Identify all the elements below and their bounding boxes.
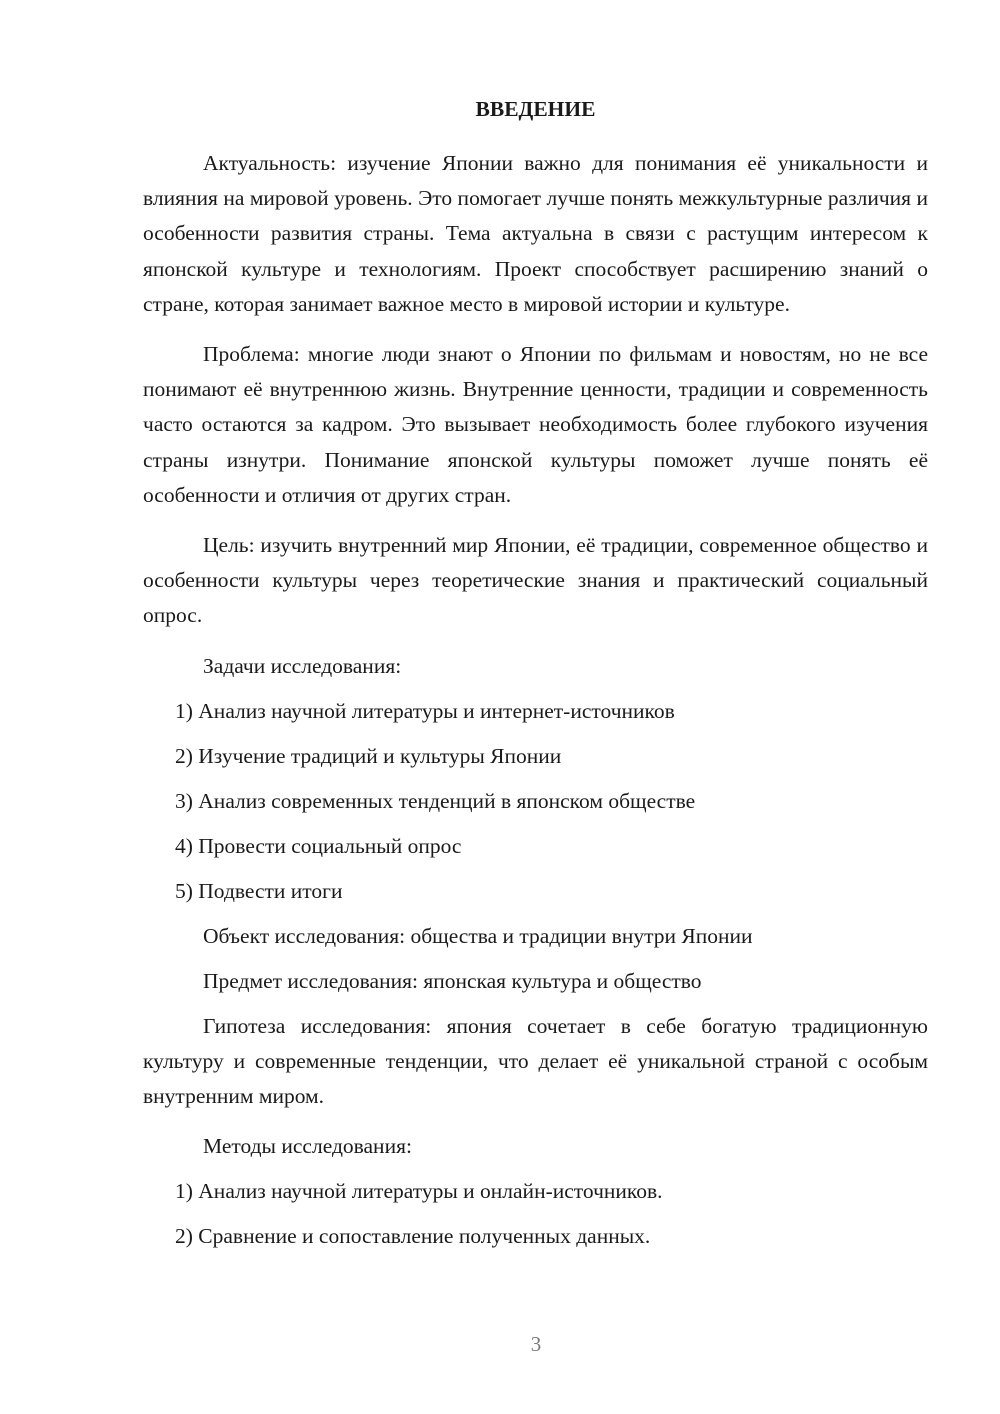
list-item: 2) Сравнение и сопоставление полученных данных.: [175, 1224, 651, 1249]
research-object: Объект исследования: общества и традиции внутри Японии: [203, 923, 753, 948]
list-item: 3) Анализ современных тенденций в японском обществе: [175, 788, 696, 813]
paragraph-hypothesis: Гипотеза исследования: япония сочетает в себе богатую традиционную культуру и современные тенденции, что делает её уникальной страной с особым внутренним миром.: [143, 1013, 928, 1109]
tasks-heading: Задачи исследования:: [203, 653, 402, 678]
methods-list: [143, 1174, 928, 1254]
paragraph-goal: Цель: изучить внутренний мир Японии, её традиции, современное общество и особенности культуры через теоретические знания и практический социальный опрос.: [143, 533, 928, 628]
tasks-list: [143, 694, 928, 909]
document-page: [143, 92, 928, 1264]
paragraph-relevance: Актуальность: изучение Японии важно для понимания её уникальности и влияния на мировой уровень. Это помогает лучше понять межкультурные различия и особенности развития страны. Тема актуальна в связи с растущим интересом к японской культуре и технологиям. Проект способствует расширению знаний о стране, которая занимает важное место в мировой истории и культуре.: [143, 151, 928, 316]
paragraph-problem: Проблема: многие люди знают о Японии по фильмам и новостям, но не все понимают её внутреннюю жизнь. Внутренние ценности, традиции и современность часто остаются за кадром. Это вызывает необходимость более глубокого изучения страны изнутри. Понимание японской культуры поможет лучше понять её особенности и отличия от других стран.: [143, 342, 928, 507]
page-number: 3: [530, 1332, 542, 1356]
list-item: 1) Анализ научной литературы и онлайн-источников.: [175, 1179, 663, 1204]
research-subject: Предмет исследования: японская культура и общество: [203, 968, 702, 993]
list-item: 4) Провести социальный опрос: [175, 833, 462, 858]
list-item: 5) Подвести итоги: [175, 878, 343, 903]
methods-heading: Методы исследования:: [203, 1134, 412, 1159]
list-item: 1) Анализ научной литературы и интернет-источников: [175, 698, 675, 723]
page-title: ВВЕДЕНИЕ: [475, 97, 596, 121]
list-item: 2) Изучение традиций и культуры Японии: [175, 743, 562, 768]
